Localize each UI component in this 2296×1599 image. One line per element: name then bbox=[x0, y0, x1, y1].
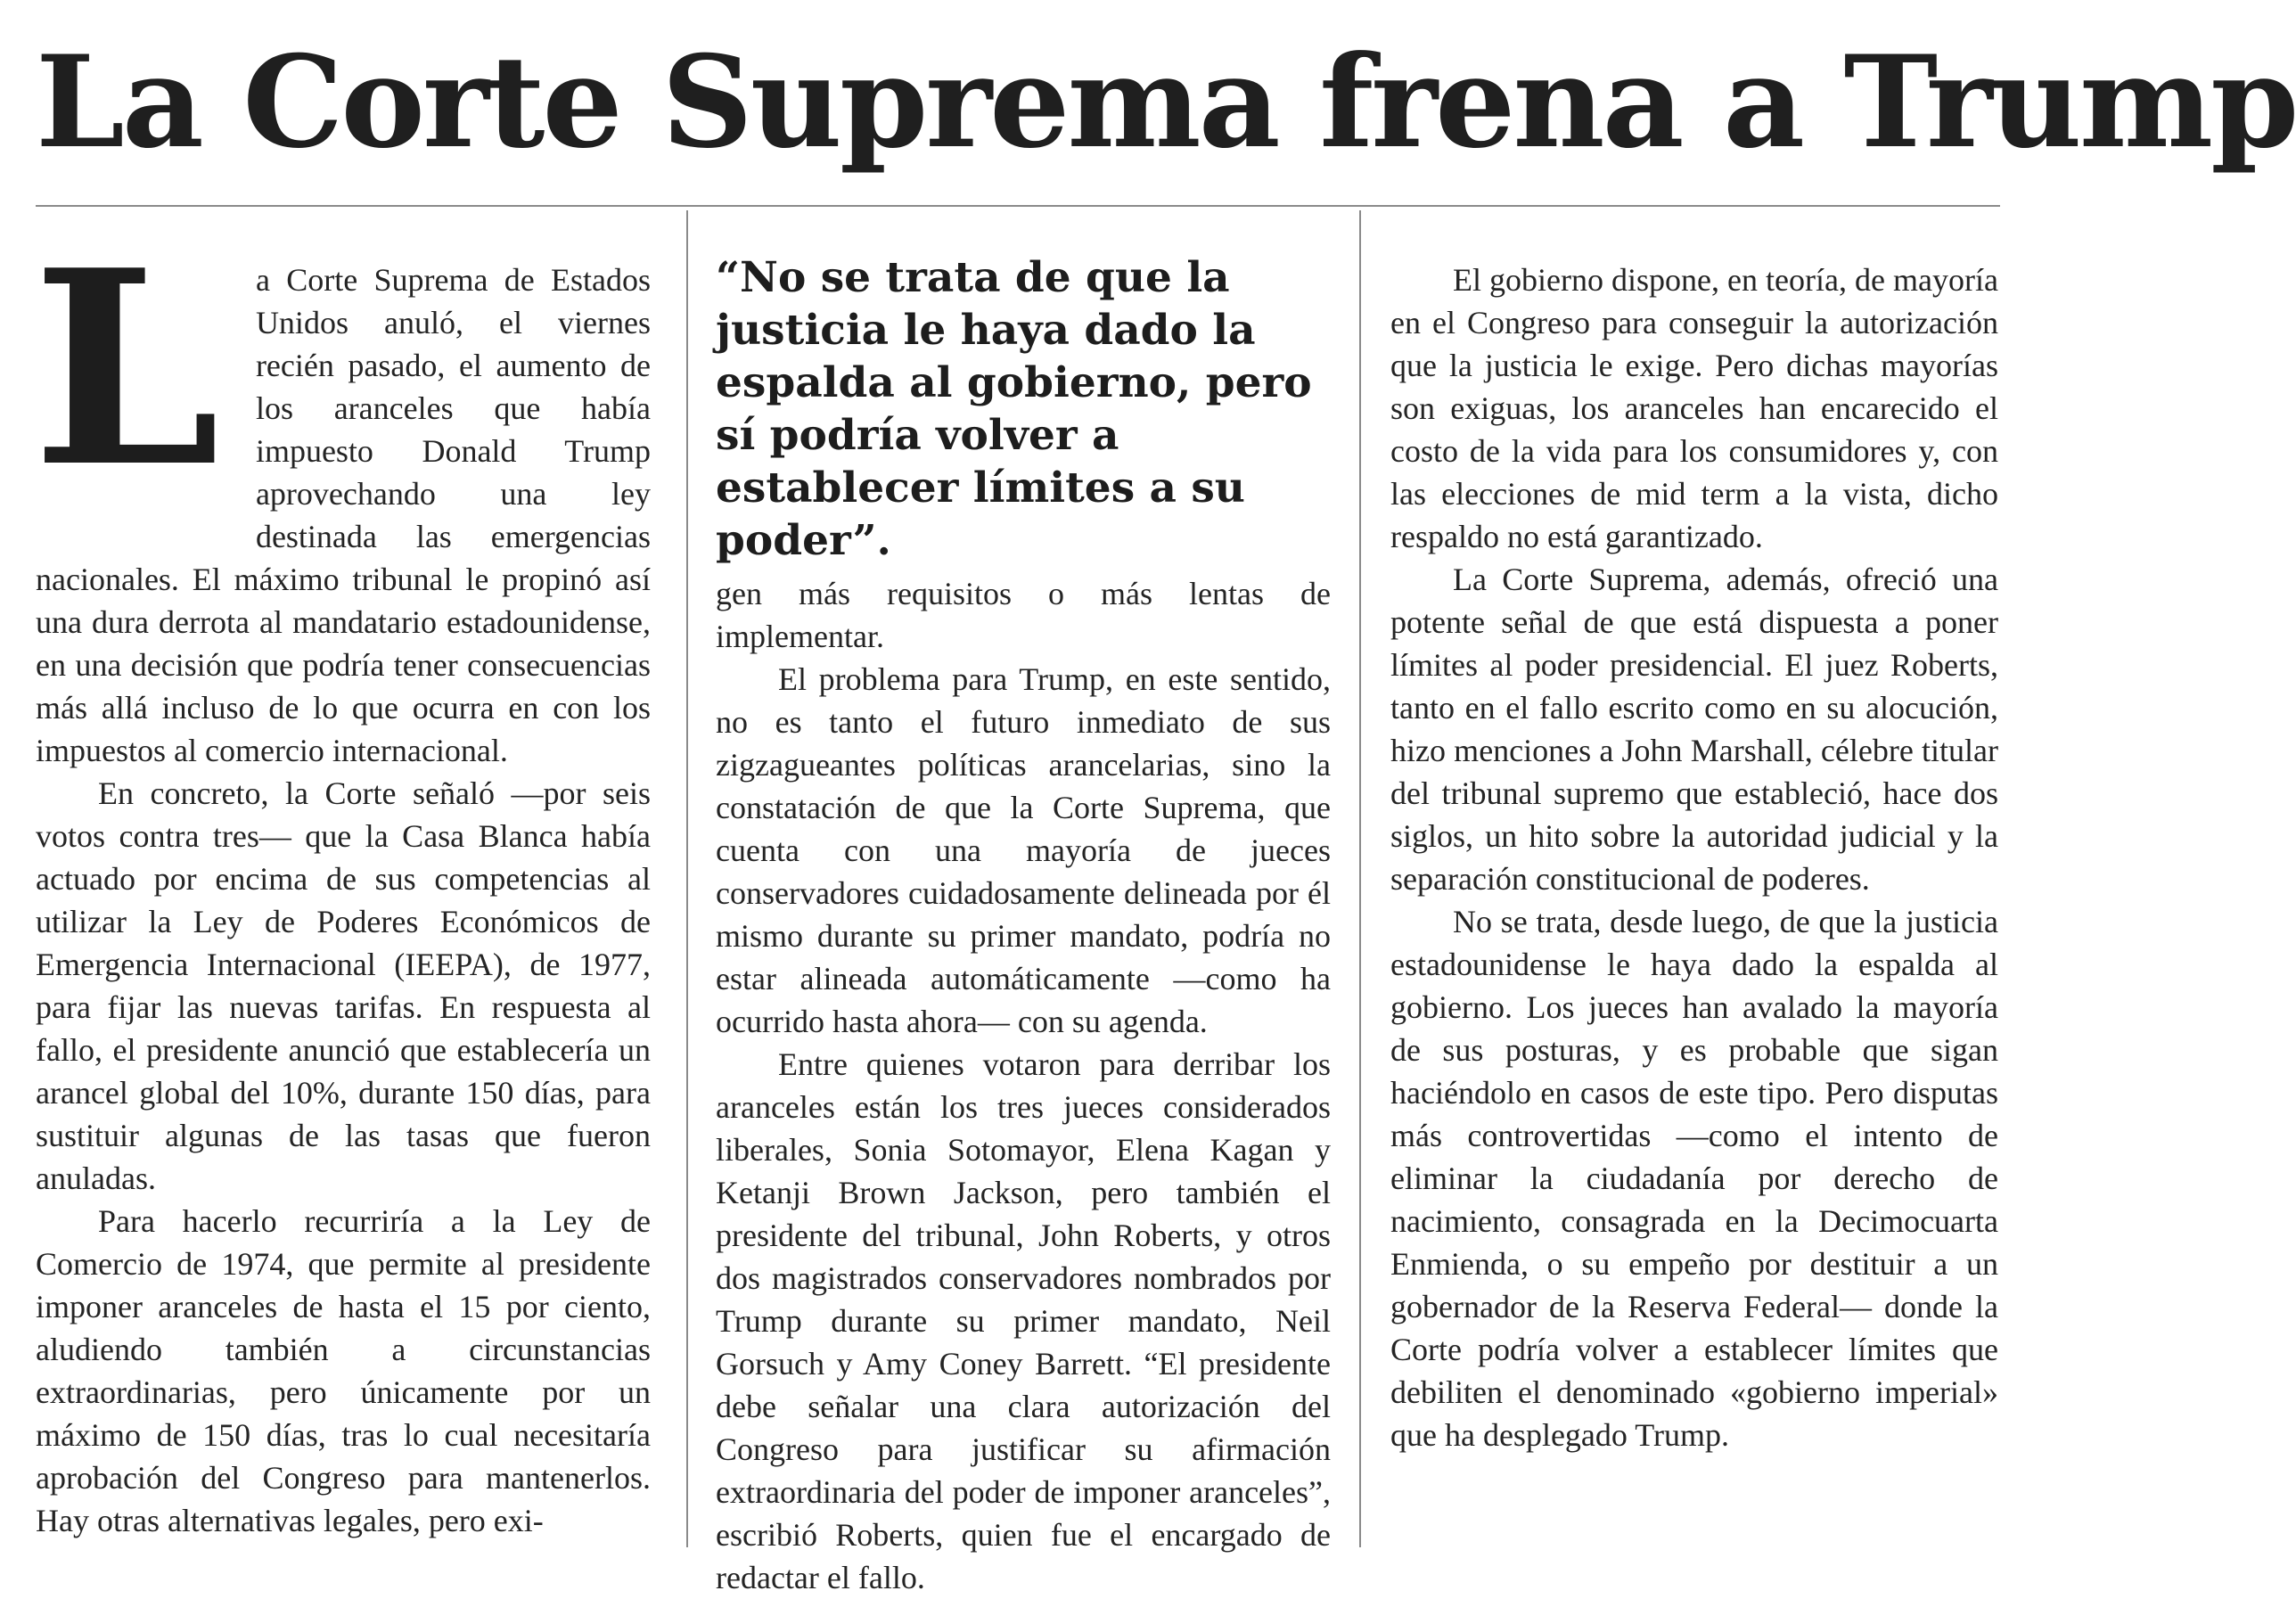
article-column-3 bbox=[1390, 258, 1998, 1456]
paragraph-3: Para hacerlo recurriría a la Ley de Comercio de 1974, que permite al presidente imponer aranceles de hasta el 15 por ciento, aludiendo también a circunstancias extraordinarias, pero únicamente por un máximo de 150 días, tras lo cual necesitaría aprobación del Congreso para mantenerlos. Hay otras alternativas legales, pero exi- bbox=[36, 1203, 651, 1538]
column-divider-1 bbox=[686, 210, 688, 1547]
paragraph-6: Entre quienes votaron para derribar los aranceles están los tres jueces considerados liberales, Sonia Sotomayor, Elena Kagan y Ketanji Brown Jackson, pero también el presidente del tribunal, John Roberts, y otros dos magistrados conservadores nombrados por Trump durante su primer mandato, Neil Gorsuch y Amy Coney Barrett. “El presidente debe señalar una clara autorización del Congreso para justificar su afirmación extraordinaria del poder de imponer aranceles”, escribió Roberts, quien fue el encargado de redactar el fallo. bbox=[716, 1046, 1331, 1595]
paragraph-1-text: a Corte Suprema de Estados Unidos anuló, el viernes recién pasado, el aumento de los aranceles que había impuesto Donald Trump aprovechando una ley destinada las emergencias nacionales. El máximo tribunal le propinó así una dura derrota al mandatario estadounidense, en una decisión que podría tener consecuencias más allá incluso de lo que ocurra en con los impuestos al comercio internacional. bbox=[36, 262, 651, 768]
column-divider-2 bbox=[1359, 210, 1361, 1547]
paragraph-8: La Corte Suprema, además, ofreció una potente señal de que está dispuesta a poner límites al poder presidencial. El juez Roberts, tanto en el fallo escrito como en su alocución, hizo menciones a John Marshall, célebre titular del tribunal supremo que estableció, hace dos siglos, un hito sobre la autoridad judicial y la separación constitucional de poderes. bbox=[1390, 562, 1998, 897]
paragraph-5: El problema para Trump, en este sentido, no es tanto el futuro inmediato de sus zigzagueantes políticas arancelarias, sino la constatación de que la Corte Suprema, que cuenta con una mayoría de jueces conservadores cuidadosamente delineada por él mismo durante su primer mandato, podría no estar alineada automáticamente —como ha ocurrido hasta ahora— con su agenda. bbox=[716, 661, 1331, 1039]
drop-cap: L bbox=[32, 211, 220, 526]
article-column-1 bbox=[32, 211, 651, 1542]
paragraph-2: En concreto, la Corte señaló —por seis votos contra tres— que la Casa Blanca había actuado por encima de sus competencias al utilizar la Ley de Poderes Económicos de Emergencia Internacional (IEEPA), de 1977, para fijar las nuevas tarifas. En respuesta al fallo, el presidente anunció que establecería un arancel global del 10%, durante 150 días, para sustituir algunas de las tasas que fueron anuladas. bbox=[36, 775, 651, 1196]
headline-rule bbox=[36, 205, 2000, 207]
headline: La Corte Suprema frena a Trump bbox=[36, 29, 2296, 176]
paragraph-9: No se trata, desde luego, de que la justicia estadounidense le haya dado la espalda al gobierno. Los jueces han avalado la mayoría de sus posturas, y es probable que sigan haciéndolo en casos de este tipo. Pero disputas más controvertidas —como el intento de eliminar la ciudadanía por derecho de nacimiento, consagrada en la Decimocuarta Enmienda, o su empeño por destituir a un gobernador de la Reserva Federal— donde la Corte podría volver a establecer límites que debiliten el denominado «gobierno imperial» que ha desplegado Trump. bbox=[1390, 904, 1998, 1453]
pull-quote: “No se trata de que la justicia le haya dado la espalda al gobierno, pero sí podría volver a establecer límites a su poder”. bbox=[716, 253, 1312, 565]
article-column-2 bbox=[716, 253, 1331, 1599]
paragraph-7: El gobierno dispone, en teoría, de mayoría en el Congreso para conseguir la autorización que la justicia le exige. Pero dichas mayorías son exiguas, los aranceles han encarecido el costo de la vida para los consumidores y, con las elecciones de mid term a la vista, dicho respaldo no está garantizado. bbox=[1390, 262, 1998, 554]
paragraph-4: gen más requisitos o más lentas de implementar. bbox=[716, 576, 1331, 654]
paragraph-1 bbox=[32, 211, 651, 772]
